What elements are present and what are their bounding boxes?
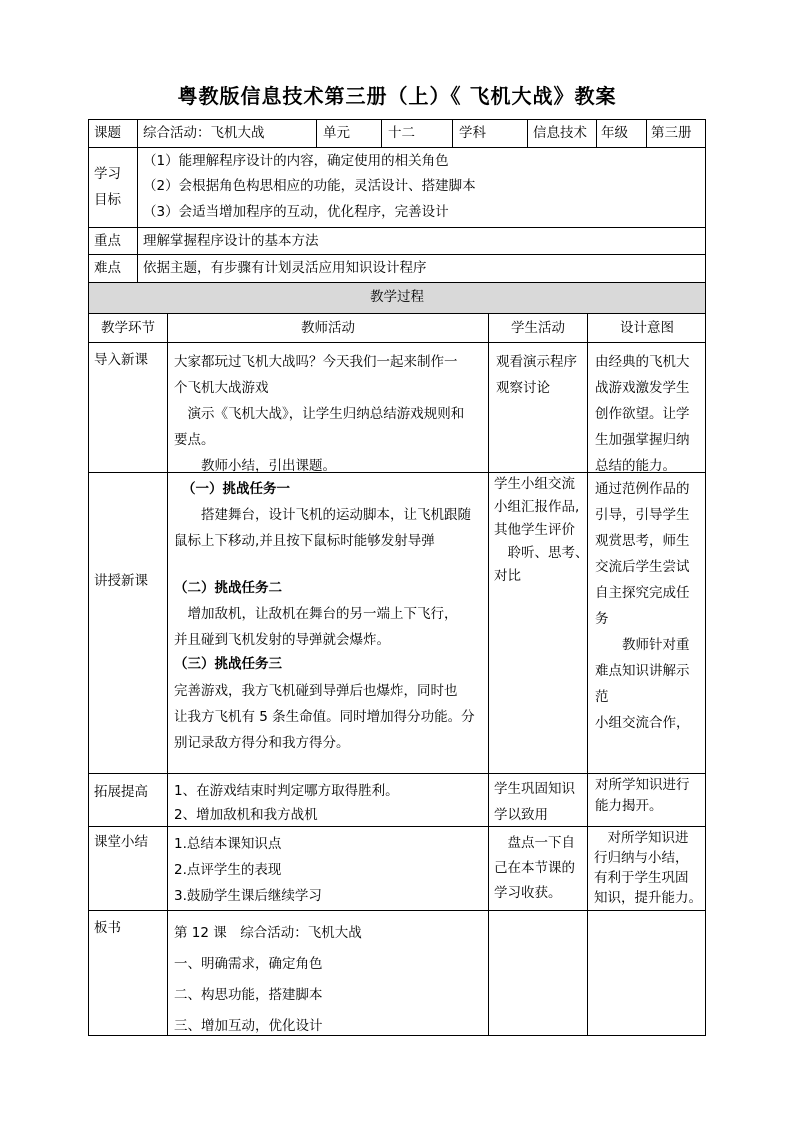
goals-label-2: 目标 [94,192,121,208]
column-header: 教师活动 [301,320,355,336]
column-header: 教学环节 [101,320,155,336]
student-activity: 观看演示程序 观察讨论 [496,354,577,396]
student-activity: 学生巩固知识 学以致用 [494,781,575,823]
stage-label: 板书 [94,920,121,936]
topic-value: 综合活动：飞机大战 [143,125,265,141]
difficulty-value: 依据主题，有步骤有计划灵活应用知识设计程序 [143,260,427,276]
student-activity: 学生小组交流 小组汇报作品, 其他学生评价 聆听、思考、 对比 [494,476,589,584]
design-intent: 由经典的飞机大 战游戏激发学生 创作欲望。让学 生加强掌握归纳 总结的能力。 [595,354,690,474]
subject-label: 学科 [459,125,486,141]
teacher-activity: 1.总结本课知识点 2.点评学生的表现 3.鼓励学生课后继续学习 [174,836,322,904]
task-title: （三）挑战任务三 [174,656,282,672]
design-intent: 对所学知识进行 能力揭开。 [595,777,690,814]
column-header: 设计意图 [620,320,674,336]
task-text: 完善游戏，我方飞机碰到导弹后也爆炸，同时也 让我方飞机有 5 条生命值。同时增加得分功能。分 别记录敌方得分和我方得分。 [174,683,475,751]
stage-label: 导入新课 [94,352,148,368]
stage-label: 课堂小结 [94,834,148,850]
unit-value: 十二 [388,125,415,141]
goals-label-1: 学习 [94,166,121,182]
teacher-activity: 1、在游戏结束时判定哪方取得胜利。 2、增加敌机和我方战机 [174,783,399,823]
key-point-label: 重点 [94,233,121,249]
key-point-value: 理解掌握程序设计的基本方法 [143,233,319,249]
student-activity: 盘点一下自 己在本节课的 学习收获。 [494,835,575,901]
stage-label: 讲授新课 [94,573,148,589]
design-intent: 对所学知识进 行归纳与小结， 有利于学生巩固 知识，提升能力。 [594,830,702,906]
goal-item: （2）会根据角色构思相应的功能，灵活设计、搭建脚本 [143,178,476,194]
grade-label: 年级 [601,125,628,141]
board-content: 第 12 课 综合活动：飞机大战 一、明确需求，确定角色 二、构思功能，搭建脚本 三、增加互动，优化设计 [174,925,362,1034]
stage-label: 拓展提高 [94,784,148,800]
task-title: （一）挑战任务一 [182,481,290,497]
teacher-activity: 大家都玩过飞机大战吗？今天我们一起来制作一 个飞机大战游戏 演示《飞机大战》，让学生归纳总结游戏规则和 要点。 教师小结，引出课题。 [174,354,465,474]
task-title: （二）挑战任务二 [174,580,282,596]
goal-item: （3）会适当增加程序的互动，优化程序，完善设计 [143,204,449,220]
task-text: 搭建舞台，设计飞机的运动脚本，让飞机跟随 鼠标上下移动,并且按下鼠标时能够发射导弹 [174,507,471,549]
task-text: 增加敌机，让敌机在舞台的另一端上下飞行， 并且碰到飞机发射的导弹就会爆炸。 [174,606,458,648]
goal-item: （1）能理解程序设计的内容，确定使用的相关角色 [143,153,449,169]
column-header: 学生活动 [511,320,565,336]
unit-label: 单元 [323,125,350,141]
topic-label: 课题 [94,125,121,141]
page-title: 粤教版信息技术第三册（上）《 飞机大战》教案 [177,84,617,108]
design-intent: 通过范例作品的 引导，引导学生 观赏思考，师生 交流后学生尝试 自主探究完成任 务 教师针对重 难点知识讲解示 范 小组交流合作， [595,481,690,731]
subject-value: 信息技术 [533,125,587,141]
grade-value: 第三册 [651,125,692,141]
process-header: 教学过程 [370,289,424,305]
difficulty-label: 难点 [94,260,121,276]
